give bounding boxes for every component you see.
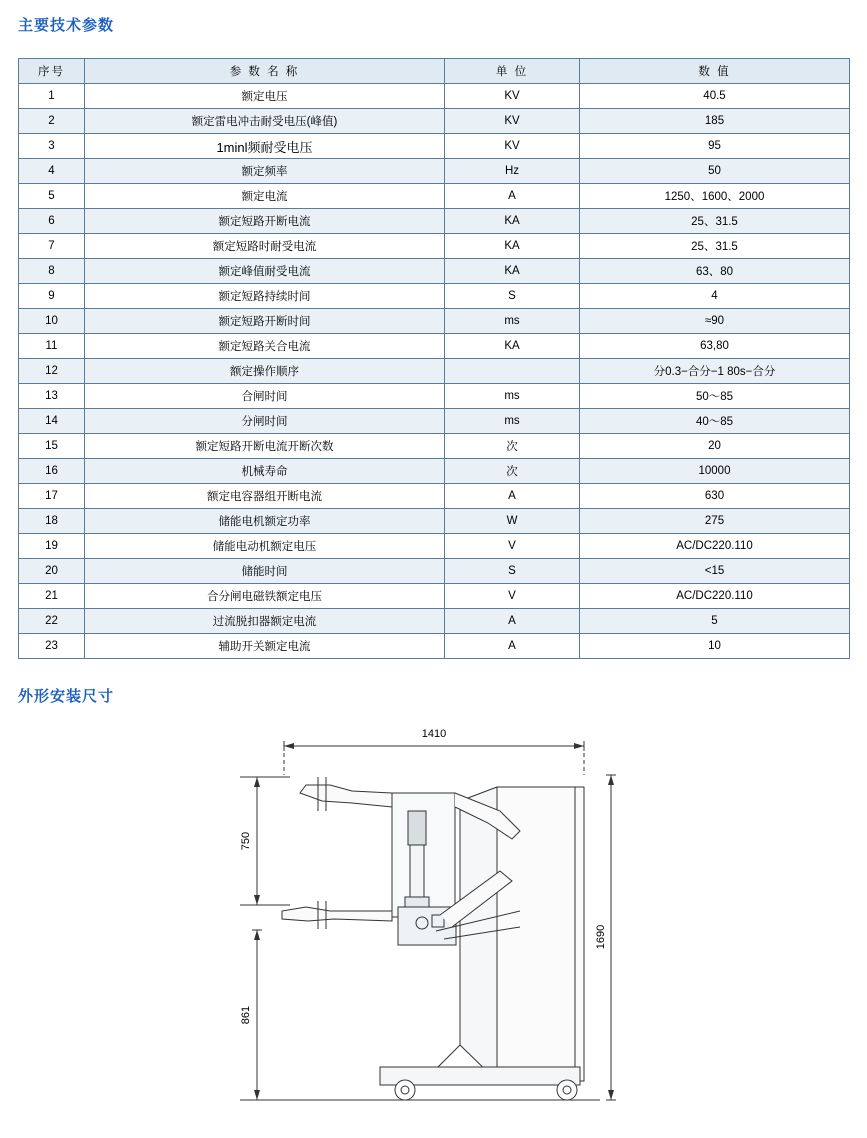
- cell-no: 10: [19, 309, 85, 334]
- table-row: [19, 609, 850, 634]
- table-row: [19, 434, 850, 459]
- upper-arm: [300, 785, 392, 807]
- cell-name: 额定短路开断电流开断次数: [85, 434, 445, 459]
- dim-label-lower-height: 861: [240, 1005, 252, 1025]
- cell-no: 19: [19, 534, 85, 559]
- cell-unit: KA: [445, 259, 580, 284]
- cell-value: 50: [580, 159, 850, 184]
- cell-no: 21: [19, 584, 85, 609]
- cell-name: 额定雷电冲击耐受电压(峰值): [85, 109, 445, 134]
- column-header-value: 数 值: [580, 59, 850, 84]
- dim-arrow-left: [284, 743, 294, 749]
- cell-no: 11: [19, 334, 85, 359]
- cell-value: 25、31.5: [580, 209, 850, 234]
- table-row: [19, 584, 850, 609]
- cell-value: 40～85: [580, 409, 850, 434]
- cell-value: AC/DC220.110: [580, 534, 850, 559]
- cell-no: 16: [19, 459, 85, 484]
- cell-value: 95: [580, 134, 850, 159]
- lower-arm: [282, 907, 392, 921]
- cell-unit: KA: [445, 234, 580, 259]
- table-row: [19, 109, 850, 134]
- cell-name: 储能电机额定功率: [85, 509, 445, 534]
- cell-no: 9: [19, 284, 85, 309]
- cell-no: 6: [19, 209, 85, 234]
- cell-unit: KA: [445, 209, 580, 234]
- cell-unit: V: [445, 534, 580, 559]
- cell-value: ≈90: [580, 309, 850, 334]
- table-row: [19, 634, 850, 659]
- column-header-name: 参 数 名 称: [85, 59, 445, 84]
- cell-name: 储能电动机额定电压: [85, 534, 445, 559]
- cell-no: 8: [19, 259, 85, 284]
- cell-no: 14: [19, 409, 85, 434]
- dim-arrow-up-750: [254, 777, 260, 787]
- cell-unit: KV: [445, 84, 580, 109]
- table-row: [19, 284, 850, 309]
- table-row: [19, 159, 850, 184]
- table-row: [19, 259, 850, 284]
- cell-name: 额定峰值耐受电流: [85, 259, 445, 284]
- outline-dimension-drawing: [0, 715, 867, 1135]
- dim-arrow-up-1690: [608, 775, 614, 785]
- cell-no: 1: [19, 84, 85, 109]
- wheel-right: [557, 1080, 577, 1100]
- cell-unit: KA: [445, 334, 580, 359]
- cell-unit: A: [445, 609, 580, 634]
- cell-no: 20: [19, 559, 85, 584]
- cell-value: 63、80: [580, 259, 850, 284]
- cell-name: 合闸时间: [85, 384, 445, 409]
- table-row: [19, 84, 850, 109]
- cell-value: 275: [580, 509, 850, 534]
- table-row: [19, 384, 850, 409]
- table-row: [19, 534, 850, 559]
- table-row: [19, 459, 850, 484]
- table-row: [19, 509, 850, 534]
- cell-no: 18: [19, 509, 85, 534]
- cell-name: 储能时间: [85, 559, 445, 584]
- cell-no: 23: [19, 634, 85, 659]
- cell-no: 17: [19, 484, 85, 509]
- cell-unit: A: [445, 184, 580, 209]
- cell-no: 5: [19, 184, 85, 209]
- dim-label-width: 1410: [421, 728, 447, 740]
- dim-label-total-height: 1690: [595, 924, 607, 950]
- cell-name: 1minl频耐受电压: [85, 134, 445, 159]
- cell-name: 额定短路时耐受电流: [85, 234, 445, 259]
- table-row: [19, 134, 850, 159]
- cell-name: 额定短路开断电流: [85, 209, 445, 234]
- page-title-dimensions: 外形安装尺寸: [18, 688, 115, 705]
- cell-unit: KV: [445, 109, 580, 134]
- table-row: [19, 359, 850, 384]
- cell-value: 630: [580, 484, 850, 509]
- cell-no: 13: [19, 384, 85, 409]
- cell-no: 22: [19, 609, 85, 634]
- breaker-outline-svg: [0, 715, 867, 1135]
- cell-value: 63,80: [580, 334, 850, 359]
- cell-name: 额定频率: [85, 159, 445, 184]
- dim-arrow-down-1690: [608, 1090, 614, 1100]
- cell-value: 10: [580, 634, 850, 659]
- table-row: [19, 334, 850, 359]
- cell-no: 15: [19, 434, 85, 459]
- table-row: [19, 234, 850, 259]
- cell-unit: ms: [445, 409, 580, 434]
- cell-value: 40.5: [580, 84, 850, 109]
- cell-value: 20: [580, 434, 850, 459]
- cell-unit: [445, 359, 580, 384]
- dim-arrow-down-861: [254, 1090, 260, 1100]
- cell-no: 4: [19, 159, 85, 184]
- cell-name: 额定电容器组开断电流: [85, 484, 445, 509]
- page-title-parameters: 主要技术参数: [18, 17, 115, 34]
- technical-parameters-table: [18, 58, 850, 659]
- table-row: [19, 484, 850, 509]
- cell-name: 额定操作顺序: [85, 359, 445, 384]
- cell-unit: 次: [445, 459, 580, 484]
- upper-contact-block: [408, 811, 426, 845]
- cell-no: 7: [19, 234, 85, 259]
- cell-name: 分闸时间: [85, 409, 445, 434]
- cell-name: 额定电流: [85, 184, 445, 209]
- cell-unit: S: [445, 559, 580, 584]
- cell-name: 额定短路持续时间: [85, 284, 445, 309]
- cell-value: AC/DC220.110: [580, 584, 850, 609]
- dim-arrow-down-750: [254, 895, 260, 905]
- table-row: [19, 559, 850, 584]
- cell-unit: A: [445, 634, 580, 659]
- cell-name: 额定短路关合电流: [85, 334, 445, 359]
- cell-name: 额定短路开断时间: [85, 309, 445, 334]
- dim-label-upper-height: 750: [240, 831, 252, 851]
- cell-value: 50～85: [580, 384, 850, 409]
- cell-value: 4: [580, 284, 850, 309]
- table-row: [19, 184, 850, 209]
- cell-unit: V: [445, 584, 580, 609]
- cell-unit: 次: [445, 434, 580, 459]
- table-row: [19, 409, 850, 434]
- cell-unit: KV: [445, 134, 580, 159]
- cell-value: 10000: [580, 459, 850, 484]
- dim-arrow-up-861: [254, 930, 260, 940]
- cell-name: 机械寿命: [85, 459, 445, 484]
- cell-value: <15: [580, 559, 850, 584]
- cell-unit: A: [445, 484, 580, 509]
- cell-unit: ms: [445, 384, 580, 409]
- cell-name: 辅助开关额定电流: [85, 634, 445, 659]
- cell-name: 过流脱扣器额定电流: [85, 609, 445, 634]
- cell-value: 5: [580, 609, 850, 634]
- vacuum-interrupter: [410, 845, 424, 897]
- cell-unit: W: [445, 509, 580, 534]
- cell-name: 额定电压: [85, 84, 445, 109]
- table-row: [19, 209, 850, 234]
- cell-value: 1250、1600、2000: [580, 184, 850, 209]
- cell-value: 185: [580, 109, 850, 134]
- wheel-left: [395, 1080, 415, 1100]
- cell-name: 合分闸电磁铁额定电压: [85, 584, 445, 609]
- cell-value: 分0.3−合分−1 80s−合分: [580, 359, 850, 384]
- cell-unit: S: [445, 284, 580, 309]
- cell-no: 12: [19, 359, 85, 384]
- cell-unit: Hz: [445, 159, 580, 184]
- cell-no: 2: [19, 109, 85, 134]
- cell-no: 3: [19, 134, 85, 159]
- table-row: [19, 309, 850, 334]
- column-header-unit: 单 位: [445, 59, 580, 84]
- column-header-no: 序号: [19, 59, 85, 84]
- cell-unit: ms: [445, 309, 580, 334]
- dim-arrow-right: [574, 743, 584, 749]
- table-header-row: [19, 59, 850, 84]
- cell-value: 25、31.5: [580, 234, 850, 259]
